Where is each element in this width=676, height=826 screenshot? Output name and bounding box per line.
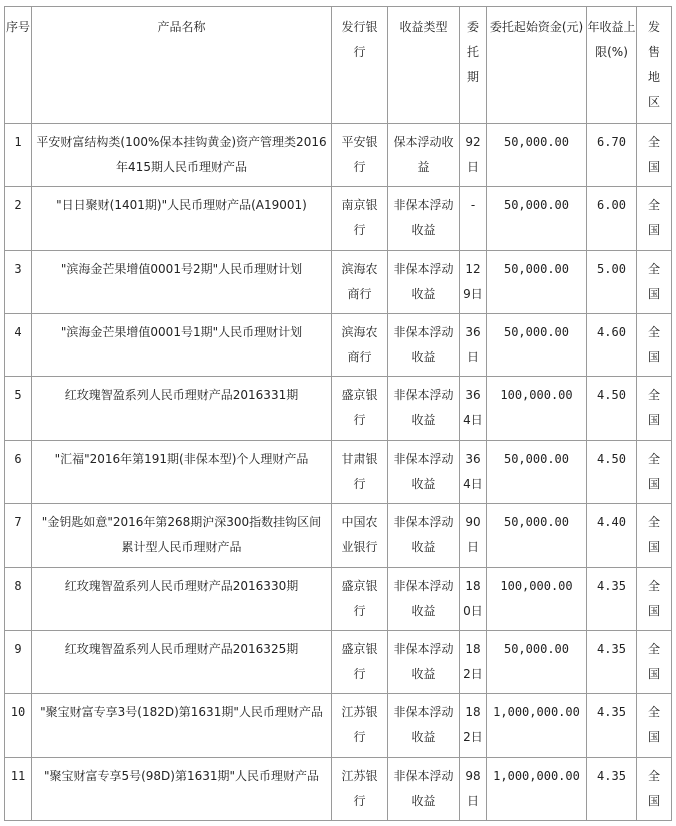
cell-product-name: "聚宝财富专享5号(98D)第1631期"人民币理财产品 [32,757,332,820]
cell-product-name: "金钥匙如意"2016年第268期沪深300指数挂钩区间累计型人民币理财产品 [32,504,332,567]
cell-bank: 中国农业银行 [332,504,388,567]
header-amount: 委托起始资金(元) [487,7,587,124]
cell-seq: 8 [5,567,32,630]
cell-term: 98日 [460,757,487,820]
cell-seq: 10 [5,694,32,757]
cell-bank: 平安银行 [332,124,388,187]
header-term: 委托期 [460,7,487,124]
cell-product-name: "日日聚财(1401期)"人民币理财产品(A19001) [32,187,332,250]
cell-rate: 4.35 [587,567,637,630]
cell-yield-type: 非保本浮动收益 [388,694,460,757]
table-row [5,694,672,757]
cell-yield-type: 非保本浮动收益 [388,187,460,250]
cell-term: 129日 [460,250,487,313]
cell-term: 92日 [460,124,487,187]
cell-seq: 7 [5,504,32,567]
header-bank: 发行银行 [332,7,388,124]
cell-bank: 滨海农商行 [332,250,388,313]
cell-area: 全国 [637,440,672,503]
cell-amount: 50,000.00 [487,124,587,187]
table-row [5,567,672,630]
cell-area: 全国 [637,504,672,567]
cell-amount: 50,000.00 [487,314,587,377]
cell-term: 182日 [460,694,487,757]
cell-product-name: 红玫瑰智盈系列人民币理财产品2016325期 [32,630,332,693]
cell-seq: 5 [5,377,32,440]
table-row [5,504,672,567]
cell-area: 全国 [637,124,672,187]
table-row [5,314,672,377]
table-row [5,630,672,693]
header-type: 收益类型 [388,7,460,124]
cell-rate: 4.50 [587,377,637,440]
cell-product-name: 平安财富结构类(100%保本挂钩黄金)资产管理类2016年415期人民币理财产品 [32,124,332,187]
cell-area: 全国 [637,694,672,757]
cell-yield-type: 保本浮动收益 [388,124,460,187]
cell-term: 364日 [460,377,487,440]
cell-bank: 江苏银行 [332,757,388,820]
cell-term: 182日 [460,630,487,693]
cell-area: 全国 [637,757,672,820]
cell-seq: 1 [5,124,32,187]
cell-area: 全国 [637,250,672,313]
header-row [5,7,672,124]
cell-product-name: 红玫瑰智盈系列人民币理财产品2016331期 [32,377,332,440]
header-name: 产品名称 [32,7,332,124]
cell-amount: 1,000,000.00 [487,757,587,820]
cell-area: 全国 [637,630,672,693]
cell-yield-type: 非保本浮动收益 [388,504,460,567]
cell-area: 全国 [637,377,672,440]
cell-yield-type: 非保本浮动收益 [388,630,460,693]
table-row [5,757,672,820]
cell-seq: 2 [5,187,32,250]
cell-seq: 4 [5,314,32,377]
product-table [4,6,672,821]
cell-area: 全国 [637,314,672,377]
cell-amount: 50,000.00 [487,630,587,693]
cell-term: - [460,187,487,250]
cell-area: 全国 [637,567,672,630]
cell-seq: 3 [5,250,32,313]
cell-term: 364日 [460,440,487,503]
table-row [5,440,672,503]
header-area: 发售地区 [637,7,672,124]
cell-rate: 4.35 [587,630,637,693]
cell-amount: 50,000.00 [487,187,587,250]
cell-seq: 6 [5,440,32,503]
cell-product-name: 红玫瑰智盈系列人民币理财产品2016330期 [32,567,332,630]
cell-rate: 4.35 [587,757,637,820]
cell-rate: 4.40 [587,504,637,567]
cell-term: 90日 [460,504,487,567]
cell-yield-type: 非保本浮动收益 [388,250,460,313]
cell-rate: 5.00 [587,250,637,313]
cell-yield-type: 非保本浮动收益 [388,377,460,440]
table-row [5,124,672,187]
cell-yield-type: 非保本浮动收益 [388,440,460,503]
cell-yield-type: 非保本浮动收益 [388,757,460,820]
cell-amount: 50,000.00 [487,504,587,567]
cell-amount: 50,000.00 [487,250,587,313]
cell-product-name: "滨海金芒果增值0001号1期"人民币理财计划 [32,314,332,377]
cell-bank: 盛京银行 [332,567,388,630]
table-row [5,250,672,313]
header-seq: 序号 [5,7,32,124]
cell-rate: 6.00 [587,187,637,250]
cell-bank: 甘肃银行 [332,440,388,503]
cell-amount: 50,000.00 [487,440,587,503]
cell-product-name: "滨海金芒果增值0001号2期"人民币理财计划 [32,250,332,313]
cell-yield-type: 非保本浮动收益 [388,567,460,630]
cell-bank: 滨海农商行 [332,314,388,377]
cell-rate: 4.35 [587,694,637,757]
cell-term: 180日 [460,567,487,630]
cell-area: 全国 [637,187,672,250]
cell-seq: 11 [5,757,32,820]
cell-yield-type: 非保本浮动收益 [388,314,460,377]
cell-amount: 100,000.00 [487,567,587,630]
cell-rate: 4.50 [587,440,637,503]
cell-rate: 4.60 [587,314,637,377]
cell-term: 36日 [460,314,487,377]
table-row [5,377,672,440]
cell-seq: 9 [5,630,32,693]
cell-bank: 盛京银行 [332,630,388,693]
cell-rate: 6.70 [587,124,637,187]
table-row [5,187,672,250]
cell-bank: 南京银行 [332,187,388,250]
cell-bank: 盛京银行 [332,377,388,440]
cell-bank: 江苏银行 [332,694,388,757]
cell-product-name: "汇福"2016年第191期(非保本型)个人理财产品 [32,440,332,503]
cell-amount: 100,000.00 [487,377,587,440]
header-rate: 年收益上限(%) [587,7,637,124]
cell-product-name: "聚宝财富专享3号(182D)第1631期"人民币理财产品 [32,694,332,757]
cell-amount: 1,000,000.00 [487,694,587,757]
